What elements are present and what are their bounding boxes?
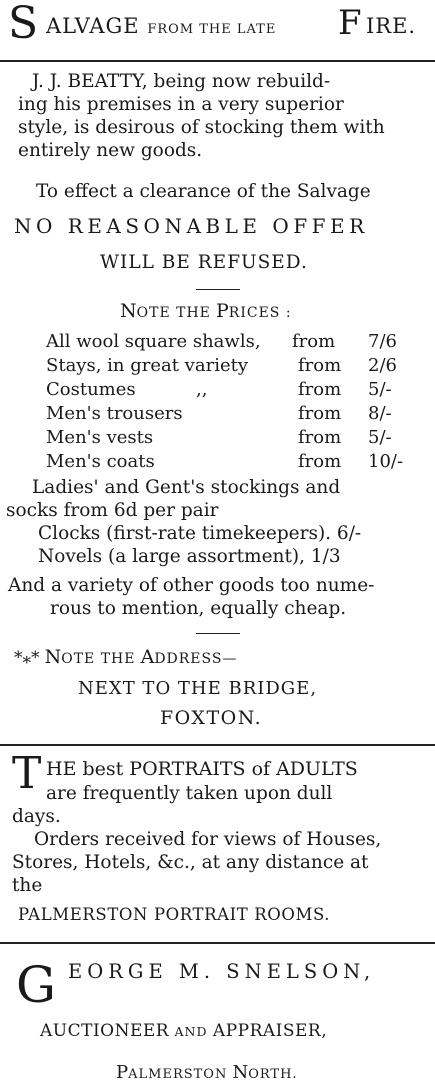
portrait-rooms: PALMERSTON PORTRAIT ROOMS. <box>18 905 331 924</box>
section-divider <box>0 60 435 62</box>
snelson-drop-initial: G <box>16 956 56 1014</box>
snelson-name: EORGE M. SNELSON, <box>68 960 376 983</box>
refused-line: WILL BE REFUSED. <box>100 252 308 273</box>
beatty-line-4: entirely new goods. <box>18 140 203 161</box>
salvage-headline <box>0 0 435 49</box>
section-divider <box>0 744 435 746</box>
headline-fire-initial: F <box>338 3 363 43</box>
offer-line: NO REASONABLE OFFER <box>14 214 369 238</box>
beatty-line-2: ing his premises in a very superior <box>18 94 344 115</box>
snelson-role: AUCTIONEER AND APPRAISER, <box>40 1021 328 1041</box>
beatty-line-1: J. J. BEATTY, being now rebuild- <box>32 71 331 92</box>
portraits-line-6: the <box>12 875 43 896</box>
headline-word: ALVAGE <box>46 14 140 38</box>
newspaper-advertisements: S ALVAGE FROM THE LATE F IRE. J. J. BEATTY, being now rebuild- ing his premises in a very superior style, is desirous of stocking them with entirely new goods. To effect a clearance of the Salvage NO REASONABLE OFFER WILL BE REFUSED. NOTE THE PRICES : All wool square shawls, from 7/6 Stays, in great variety from 2/6 Costumes ,, from 5/- Men's trousers from 8/- Men's vests from 5/- Men's coats from 10/- Ladies' and Gent's stockings and socks from 6d per pair Clocks (first-rate timekeepers). 6/- Novels (a large assortment), 1/3 And a variety of other goods too nume- rous to mention, equally cheap. *⁎* NOTE THE ADDRESS— NEXT TO THE BRIDGE, FOXTON. T HE best PORTRAITS of ADULTS are frequently taken upon dull days. Orders received for views of Houses, Stores, Hotels, &c., at any distance at the PALMERSTON PORTRAIT ROOMS. G EORGE M. SNELSON, AUCTIONEER AND APPRAISER, PALMERSTON NORTH. <box>0 0 435 1088</box>
portraits-line-5: Stores, Hotels, &c., at any distance at <box>12 852 369 873</box>
headline-small-caps: FROM THE LATE <box>147 22 277 37</box>
portraits-line-1: HE best PORTRAITS of ADULTS <box>46 758 358 780</box>
address-line-1: NEXT TO THE BRIDGE, <box>78 678 318 699</box>
clocks-line: Clocks (first-rate timekeepers). 6/- <box>38 523 362 544</box>
stockings-line-2: socks from 6d per pair <box>6 500 219 521</box>
portraits-line-2: are frequently taken upon dull <box>46 783 333 804</box>
stockings-line-1: Ladies' and Gent's stockings and <box>32 477 341 498</box>
short-divider <box>196 633 240 634</box>
portraits-line-4: Orders received for views of Houses, <box>34 829 382 850</box>
address-label: *⁎* NOTE THE ADDRESS— <box>14 646 238 668</box>
novels-line: Novels (a large assortment), 1/3 <box>38 546 341 567</box>
note-prices-heading: NOTE THE PRICES : <box>120 300 292 322</box>
address-line-2: FOXTON. <box>160 707 263 729</box>
portraits-drop-initial: T <box>12 748 42 799</box>
portraits-line-3: days. <box>12 806 61 827</box>
section-divider <box>0 942 435 944</box>
beatty-line-3: style, is desirous of stocking them with <box>18 117 385 138</box>
variety-line-1: And a variety of other goods too nume- <box>8 575 375 596</box>
clearance-line: To effect a clearance of the Salvage <box>36 181 371 202</box>
headline-drop-initial: S <box>8 0 40 49</box>
variety-line-2: rous to mention, equally cheap. <box>50 598 347 619</box>
short-divider <box>196 289 240 290</box>
headline-fire-end: IRE. <box>366 14 417 38</box>
snelson-place: PALMERSTON NORTH. <box>116 1062 298 1083</box>
